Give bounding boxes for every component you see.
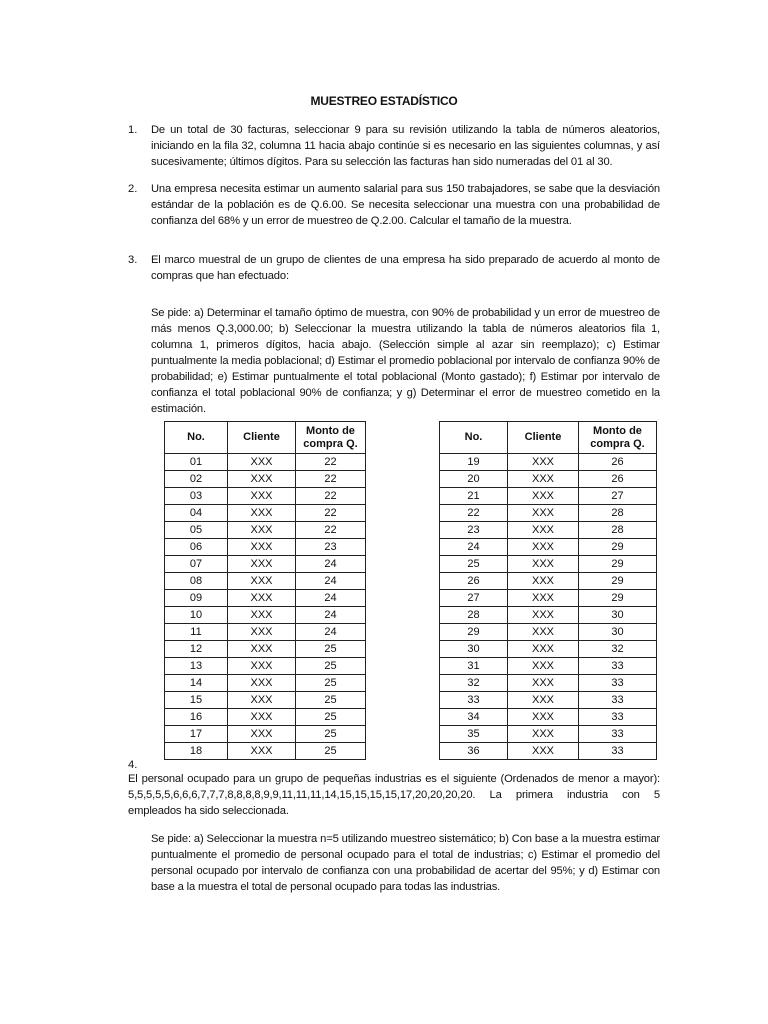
cell-no: 09: [165, 590, 228, 607]
table-row: [440, 573, 657, 590]
cell-no: 16: [165, 709, 228, 726]
cell-client: XXX: [228, 590, 296, 607]
cell-no: 05: [165, 522, 228, 539]
cell-client: XXX: [228, 471, 296, 488]
cell-client: XXX: [228, 454, 296, 471]
item-4-number: 4.: [128, 759, 138, 771]
cell-no: 32: [440, 675, 508, 692]
cell-amount: 33: [579, 658, 657, 675]
cell-amount: 30: [579, 624, 657, 641]
cell-amount: 25: [296, 675, 366, 692]
cell-no: 07: [165, 556, 228, 573]
cell-client: XXX: [228, 658, 296, 675]
table-row: [165, 726, 366, 743]
cell-amount: 29: [579, 539, 657, 556]
cell-client: XXX: [228, 505, 296, 522]
column-header-client: Cliente: [228, 422, 296, 454]
cell-client: XXX: [228, 573, 296, 590]
cell-amount: 22: [296, 454, 366, 471]
cell-client: XXX: [508, 692, 579, 709]
column-header-no: No.: [165, 422, 228, 454]
table-row: [440, 522, 657, 539]
table-row: [165, 556, 366, 573]
cell-client: XXX: [508, 726, 579, 743]
table-row: [440, 556, 657, 573]
table-row: [165, 505, 366, 522]
cell-client: XXX: [228, 726, 296, 743]
table-row: [440, 539, 657, 556]
cell-no: 14: [165, 675, 228, 692]
cell-client: XXX: [508, 709, 579, 726]
item-1-text: De un total de 30 facturas, seleccionar 9 para su revisión utilizando la tabla de números aleatorios, iniciando en la fila 32, columna 11 hacia abajo continúe si es necesario en las siguientes columnas, y así sucesivamente; últimos dígitos. Para su selección las facturas han sido numeradas del 01 al 30.: [151, 124, 660, 168]
cell-client: XXX: [228, 675, 296, 692]
cell-client: XXX: [228, 641, 296, 658]
cell-amount: 25: [296, 726, 366, 743]
cell-client: XXX: [508, 454, 579, 471]
cell-client: XXX: [228, 522, 296, 539]
cell-amount: 24: [296, 590, 366, 607]
table-row: [440, 607, 657, 624]
table-row: [165, 658, 366, 675]
cell-no: 20: [440, 471, 508, 488]
cell-no: 18: [165, 743, 228, 760]
cell-amount: 26: [579, 471, 657, 488]
cell-client: XXX: [508, 641, 579, 658]
cell-amount: 22: [296, 488, 366, 505]
table-row: [165, 454, 366, 471]
cell-amount: 33: [579, 709, 657, 726]
item-3-requirements: Se pide: a) Determinar el tamaño óptimo de muestra, con 90% de probabilidad y un error de muestreo de más menos Q.3,000.00; b) Seleccionar la muestra utilizando la tabla de números aleatorios fila 1, columna 1, primeros dígitos, hacia abajo. (Selección simple al azar sin reemplazo); c) Estimar puntualmente la media poblacional; d) Estimar el promedio poblacional por intervalo de confianza 90% de probabilidad; e) Estimar puntualmente el total poblacional (Monto gastado); f) Estimar por intervalo de confianza el total poblacional 90% de confianza; y g) Determinar el error de muestreo cometido en la estimación.: [151, 307, 660, 415]
item-4-requirements: Se pide: a) Seleccionar la muestra n=5 utilizando muestreo sistemático; b) Con base a la muestra estimar puntualmente el promedio de personal ocupado para el total de industrias; c) Estimar el promedio del personal ocupado por intervalo de confianza con una probabilidad de acertar del 95%; y d) Estimar con base a la muestra el total de personal ocupado para todas las industrias.: [151, 833, 660, 893]
cell-no: 06: [165, 539, 228, 556]
cell-client: XXX: [508, 675, 579, 692]
cell-no: 10: [165, 607, 228, 624]
cell-client: XXX: [508, 624, 579, 641]
table-row: [440, 743, 657, 760]
cell-client: XXX: [508, 573, 579, 590]
cell-amount: 28: [579, 522, 657, 539]
cell-amount: 25: [296, 692, 366, 709]
cell-amount: 25: [296, 658, 366, 675]
column-header-amount: Monto de compra Q.: [296, 422, 366, 454]
item-2-number: 2.: [128, 183, 138, 195]
page-title: MUESTREO ESTADÍSTICO: [310, 94, 458, 108]
cell-client: XXX: [508, 471, 579, 488]
table-header-row: [440, 422, 657, 454]
table-row: [440, 454, 657, 471]
table-row: [440, 624, 657, 641]
cell-amount: 23: [296, 539, 366, 556]
clients-table-right: [439, 421, 657, 760]
cell-no: 02: [165, 471, 228, 488]
table-row: [165, 624, 366, 641]
cell-amount: 22: [296, 522, 366, 539]
cell-no: 13: [165, 658, 228, 675]
cell-no: 12: [165, 641, 228, 658]
cell-client: XXX: [228, 488, 296, 505]
table-row: [440, 692, 657, 709]
cell-no: 01: [165, 454, 228, 471]
cell-no: 15: [165, 692, 228, 709]
table-row: [165, 471, 366, 488]
cell-amount: 28: [579, 505, 657, 522]
cell-no: 04: [165, 505, 228, 522]
cell-amount: 30: [579, 607, 657, 624]
table-row: [440, 641, 657, 658]
cell-no: 08: [165, 573, 228, 590]
item-2-text: Una empresa necesita estimar un aumento salarial para sus 150 trabajadores, se sabe que la desviación estándar de la población es de Q.6.00. Se necesita seleccionar una muestra con una probabilidad de confianza del 68% y un error de muestreo de Q.2.00. Calcular el tamaño de la muestra.: [151, 183, 660, 227]
cell-client: XXX: [508, 556, 579, 573]
cell-amount: 24: [296, 573, 366, 590]
cell-no: 27: [440, 590, 508, 607]
cell-amount: 25: [296, 709, 366, 726]
table-row: [440, 709, 657, 726]
cell-amount: 33: [579, 743, 657, 760]
item-3-number: 3.: [128, 254, 138, 266]
cell-no: 24: [440, 539, 508, 556]
table-row: [440, 505, 657, 522]
cell-client: XXX: [228, 692, 296, 709]
item-3-text: El marco muestral de un grupo de clientes de una empresa ha sido preparado de acuerdo al monto de compras que han efectuado:: [151, 254, 660, 282]
cell-no: 23: [440, 522, 508, 539]
table-row: [165, 522, 366, 539]
cell-no: 33: [440, 692, 508, 709]
column-header-no: No.: [440, 422, 508, 454]
cell-no: 22: [440, 505, 508, 522]
table-row: [165, 743, 366, 760]
cell-no: 19: [440, 454, 508, 471]
item-4-text-body: El personal ocupado para un grupo de pequeñas industrias es el siguiente (Ordenados de menor a mayor): 5,5,5,5,5,6,6,6,7,7,7,8,8,8,8,9,9,11,11,11,14,15,15,15,15,17,20,20,20,20. La primera industria con 5 empleados ha sido seleccionada.: [128, 773, 660, 817]
cell-amount: 25: [296, 641, 366, 658]
cell-amount: 33: [579, 692, 657, 709]
cell-amount: 25: [296, 743, 366, 760]
cell-amount: 27: [579, 488, 657, 505]
cell-client: XXX: [228, 556, 296, 573]
table-row: [165, 692, 366, 709]
cell-client: XXX: [508, 522, 579, 539]
cell-amount: 24: [296, 556, 366, 573]
cell-no: 25: [440, 556, 508, 573]
cell-amount: 33: [579, 675, 657, 692]
cell-no: 35: [440, 726, 508, 743]
table-row: [165, 539, 366, 556]
table-row: [440, 471, 657, 488]
table-row: [440, 675, 657, 692]
cell-client: XXX: [508, 743, 579, 760]
cell-amount: 33: [579, 726, 657, 743]
cell-client: XXX: [508, 658, 579, 675]
column-header-client: Cliente: [508, 422, 579, 454]
table-row: [440, 726, 657, 743]
cell-client: XXX: [228, 709, 296, 726]
cell-amount: 29: [579, 556, 657, 573]
item-4-text: [128, 771, 660, 819]
cell-no: 31: [440, 658, 508, 675]
table-row: [440, 658, 657, 675]
cell-client: XXX: [508, 505, 579, 522]
cell-amount: 26: [579, 454, 657, 471]
cell-no: 11: [165, 624, 228, 641]
cell-amount: 32: [579, 641, 657, 658]
cell-no: 28: [440, 607, 508, 624]
column-header-amount: Monto de compra Q.: [579, 422, 657, 454]
cell-no: 34: [440, 709, 508, 726]
cell-no: 21: [440, 488, 508, 505]
table-row: [165, 641, 366, 658]
cell-amount: 24: [296, 624, 366, 641]
table-row: [165, 590, 366, 607]
table-row: [440, 488, 657, 505]
cell-client: XXX: [508, 590, 579, 607]
table-row: [165, 709, 366, 726]
cell-client: XXX: [228, 743, 296, 760]
cell-client: XXX: [508, 607, 579, 624]
cell-no: 36: [440, 743, 508, 760]
clients-table-left: [164, 421, 366, 760]
table-row: [440, 590, 657, 607]
cell-amount: 29: [579, 590, 657, 607]
cell-no: 03: [165, 488, 228, 505]
cell-client: XXX: [228, 624, 296, 641]
cell-amount: 29: [579, 573, 657, 590]
cell-client: XXX: [508, 539, 579, 556]
cell-client: XXX: [228, 607, 296, 624]
table-row: [165, 573, 366, 590]
cell-no: 30: [440, 641, 508, 658]
cell-amount: 24: [296, 607, 366, 624]
cell-no: 17: [165, 726, 228, 743]
cell-no: 26: [440, 573, 508, 590]
cell-client: XXX: [508, 488, 579, 505]
cell-client: XXX: [228, 539, 296, 556]
cell-amount: 22: [296, 471, 366, 488]
cell-amount: 22: [296, 505, 366, 522]
table-row: [165, 607, 366, 624]
table-row: [165, 488, 366, 505]
table-header-row: [165, 422, 366, 454]
table-row: [165, 675, 366, 692]
item-1-number: 1.: [128, 124, 138, 136]
cell-no: 29: [440, 624, 508, 641]
